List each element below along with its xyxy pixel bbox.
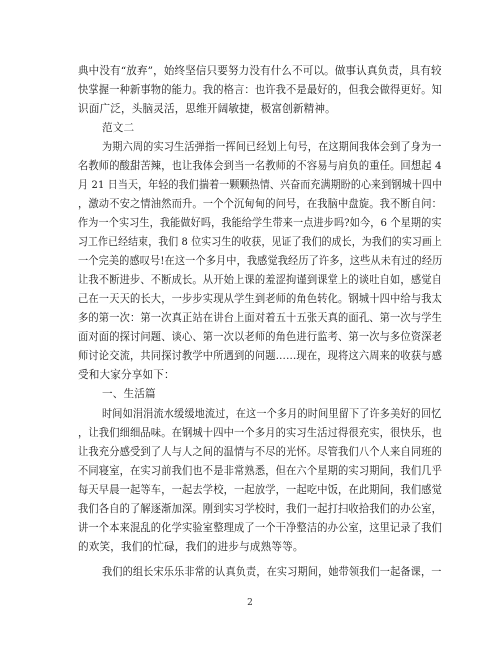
text-line: ，激动不安之情油然而升。一个个沉甸甸的问号，在我脑中盘旋。我不断自问： bbox=[78, 198, 443, 210]
text-line: 快掌握一种新事物的能力。我的格言：也许我不是最好的，但我会做得更好。知 bbox=[78, 84, 443, 96]
text-line: 的欢笑，我们的忙碌，我们的进步与成熟等等。 bbox=[78, 541, 304, 553]
text-line: 典中没有“放弃”，始终坚信只要努力没有什么不可以。做事认真负责，具有较 bbox=[78, 65, 442, 77]
text-line: 为期六周的实习生活弹指一挥间已经划上句号，在这期间我体会到了身为一 bbox=[102, 141, 442, 153]
text-line: 己在一天天的长大，一步步实现从学生到老师的角色转化。钢城十四中给与我太 bbox=[78, 293, 443, 305]
text-line: 不同寝室，在实习前我们也不是非常熟悉，但在六个星期的实习期间，我们几乎 bbox=[78, 465, 443, 477]
text-line: 我们各自的了解逐渐加深。刚到实习学校时，我们一起打扫收拾我们的办公室， bbox=[78, 503, 443, 515]
text-line: 让我不断进步、不断成长。从开始上课的羞涩拘谨到课堂上的谈吐自如，感觉自 bbox=[78, 274, 443, 286]
text-line: 时间如涓涓流水缓缓地流过，在这一个多月的时间里留下了许多美好的回忆 bbox=[102, 408, 442, 420]
text-line: ，让我们细细品味。在钢城十四中一个多月的实习生活过得很充实，很快乐，也 bbox=[78, 427, 443, 439]
text-line: 师讨论交流，共同探讨教学中所遇到的问题……现在，现将这六周来的收获与感 bbox=[78, 350, 443, 362]
text-line: 一个完美的感叹号!在这一个多月中，我感觉我经历了许多，这些从未有过的经历 bbox=[78, 255, 443, 267]
text-line: 我们的组长宋乐乐非常的认真负责，在实习期间，她带领我们一起备课，一 bbox=[102, 566, 442, 578]
text-line: 识面广泛，头脑灵活，思维开阔敏捷，极富创新精神。 bbox=[78, 103, 336, 115]
text-line: 面对面的探讨问题、谈心、第一次以老师的角色进行监考、第一次与多位资深老 bbox=[78, 331, 443, 343]
text-line: 月 21 日当天，年轻的我们揣着一颗颗热情、兴奋而充满期盼的心来到钢城十四中 bbox=[78, 179, 443, 191]
text-line: 习工作已经结束，我们 8 位实习生的收获，见证了我们的成长，为我们的实习画上 bbox=[78, 236, 442, 248]
text-line: 多的第一次：第一次真正站在讲台上面对着五十五张天真的面孔、第一次与学生 bbox=[78, 312, 443, 324]
text-line: 受和大家分享如下： bbox=[78, 369, 175, 381]
text-line: 每天早晨一起等车，一起去学校，一起放学，一起吃中饭，在此期间，我们感觉 bbox=[78, 484, 443, 496]
page-number: 2 bbox=[247, 598, 253, 608]
text-line: 作为一个实习生，我能做好吗，我能给学生带来一点进步吗?如今，6 个星期的实 bbox=[78, 217, 442, 229]
text-line: 名教师的酸甜苦辣，也让我体会到当一名教师的不容易与肩负的重任。回想起 4 bbox=[78, 160, 442, 172]
section-heading: 一、生活篇 bbox=[102, 388, 156, 400]
section-heading: 范文二 bbox=[102, 122, 135, 134]
text-line: 让我充分感受到了人与人之间的温情与不尽的光怀。尽管我们八个人来自同班的 bbox=[78, 446, 443, 458]
text-line: 讲一个本来混乱的化学实验室整理成了一个干净整洁的办公室，这里记录了我们 bbox=[78, 522, 443, 534]
